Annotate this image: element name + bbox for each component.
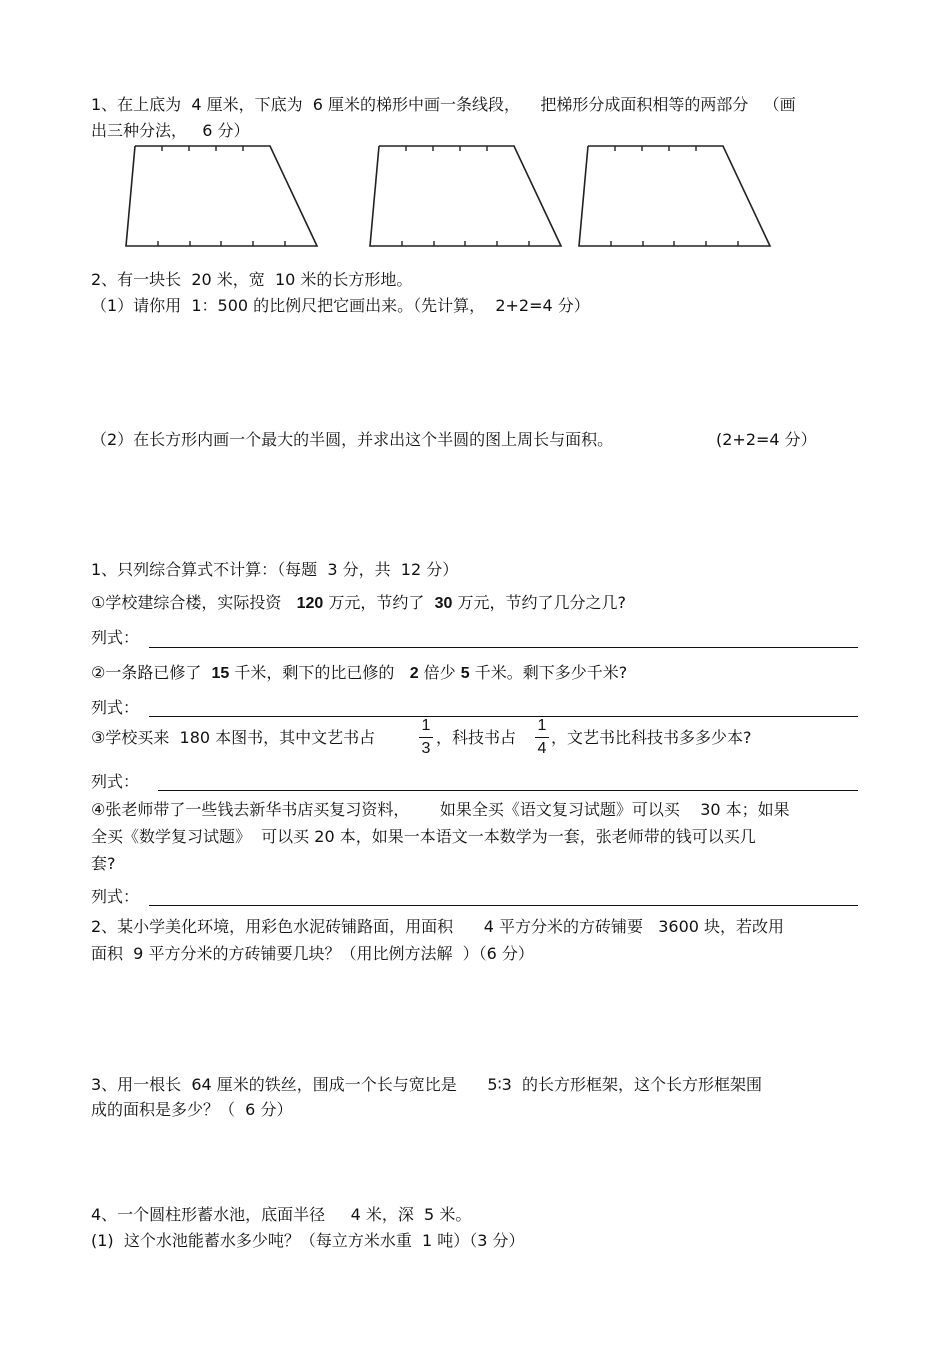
answer-line-2[interactable]: [149, 716, 858, 717]
problem-2-subquestion-2-score: (2+2=4 分）: [716, 430, 817, 449]
question-1-text: ①学校建综合楼，实际投资 120 万元，节约了 30 万元，节约了几分之几?: [91, 593, 626, 612]
question-4-text-line1: ④张老师带了一些钱去新华书店买复习资料， 如果全买《语文复习试题》可以买 30 本；如果: [91, 800, 790, 819]
problem-2-subquestion-2: （2）在长方形内画一个最大的半圆，并求出这个半圆的图上周长与面积。: [91, 430, 614, 449]
question-4-text-line3: 套?: [91, 854, 116, 873]
formula-label-1: 列式：: [91, 628, 140, 647]
answer-line-1[interactable]: [149, 647, 858, 648]
problem-2-subquestion-1: （1）请你用 1：500 的比例尺把它画出来。（先计算， 2+2=4 分）: [91, 296, 590, 315]
problem-1-text-line2: 出三种分法， 6 分）: [91, 121, 250, 140]
question-2-text: ②一条路已修了 15 千米，剩下的比已修的 2 倍少 5 千米。剩下多少千米?: [91, 663, 628, 682]
question-3-text-part2: ，科技书占: [436, 728, 517, 747]
problem-tiles-line1: 2、某小学美化环境，用彩色水泥砖铺路面，用面积 4 平方分米的方砖铺要 3600 块，若改用: [91, 917, 785, 936]
problem-wire-line2: 成的面积是多少？（ 6 分）: [91, 1100, 293, 1119]
answer-line-4[interactable]: [149, 905, 858, 906]
trapezoid-figure-2: [364, 140, 569, 252]
question-4-text-line2: 全买《数学复习试题》 可以买 20 本，如果一本语文一本数学为一套，张老师带的钱可以买几: [91, 827, 756, 846]
formula-label-4: 列式：: [91, 887, 140, 906]
formula-label-2: 列式：: [91, 698, 140, 717]
answer-line-3[interactable]: [158, 790, 858, 791]
fraction-one-third: 1 3: [419, 716, 433, 759]
formula-label-3: 列式：: [91, 772, 140, 791]
problem-1-text-line1: 1、在上底为 4 厘米，下底为 6 厘米的梯形中画一条线段， 把梯形分成面积相等的两部分 （画: [91, 95, 796, 114]
problem-pool-line2: (1) 这个水池能蓄水多少吨？（每立方米水重 1 吨）（3 分）: [91, 1231, 525, 1250]
section-heading: 1、只列综合算式不计算：（每题 3 分，共 12 分）: [91, 560, 459, 579]
problem-tiles-line2: 面积 9 平方分米的方砖铺要几块？（用比例方法解 ）（6 分）: [91, 944, 534, 963]
problem-2-text: 2、有一块长 20 米，宽 10 米的长方形地。: [91, 270, 413, 289]
trapezoid-figure-3: [573, 140, 778, 252]
problem-wire-line1: 3、用一根长 64 厘米的铁丝，围成一个长与宽比是 5∶3 的长方形框架，这个长方形框架围: [91, 1075, 763, 1094]
problem-pool-line1: 4、一个圆柱形蓄水池，底面半径 4 米，深 5 米。: [91, 1205, 472, 1224]
fraction-one-quarter: 1 4: [535, 716, 549, 759]
question-3-text-part1: ③学校买来 180 本图书，其中文艺书占: [91, 728, 376, 747]
trapezoid-figure-1: [120, 140, 325, 252]
question-3-text-part3: ，文艺书比科技书多多少本?: [551, 728, 752, 747]
